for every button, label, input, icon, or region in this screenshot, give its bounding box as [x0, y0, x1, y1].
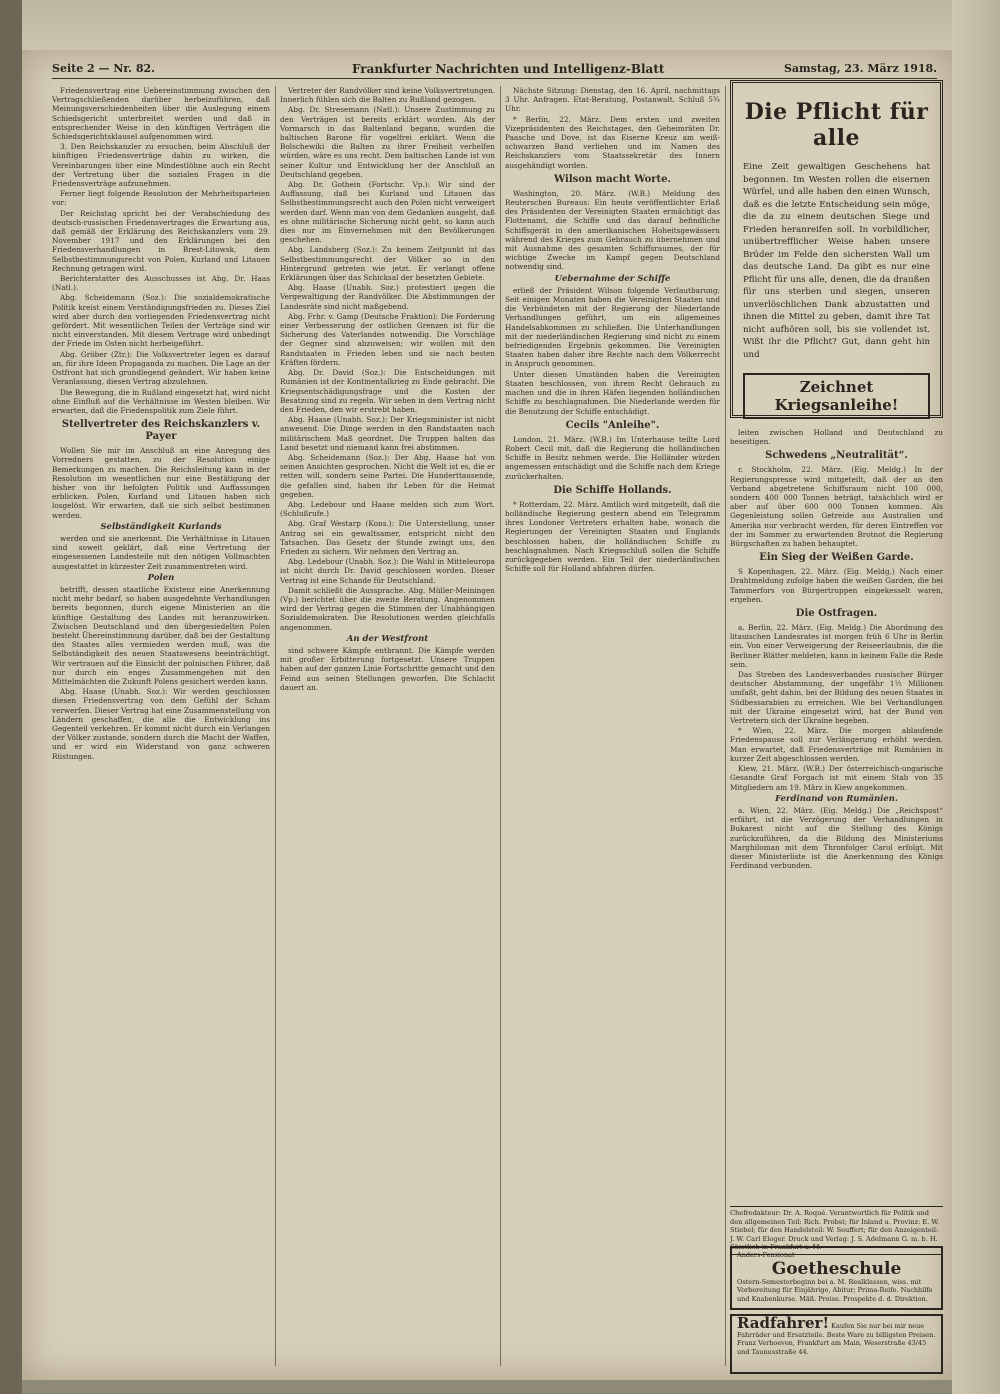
school-advert	[730, 1246, 943, 1310]
article-paragraph: * Berlin, 22. März. Dem ersten und zweiten Vizepräsidenten des Reichstages, den Geheimräten Dr. Paasche und Dove, ist das Eiserne Kreuz am weiß-schwarzen Band verliehen und im Namen des Reichskanzlers vom Staatssekretär des Innern ausgehändigt worden.	[505, 114, 720, 170]
article-paragraph: Abg. Gröber (Ztr.): Die Volksvertreter legen es darauf an, für ihre Ideen Propaganda zu machen. Die Lage an der Ostfront hat sich grundlegend geändert. Wir haben keine Veranlassung, diesen Vertrag abzulehnen.	[52, 349, 270, 387]
school-text: Ostern-Semesterbeginn bei a. M. Realklassen, wiss. mit Vorbereitung für Einjährige, Abitur; Prima-Reife. Nachhilfe und Knabenkurse. Mäß. Preise. Prospekte d. d. Direktion.	[737, 1277, 933, 1303]
article-paragraph: Der Reichstag spricht bei der Verabschiedung des deutsch-russischen Friedensvertrages die Erwartung aus, daß gemäß der Erklärung des Reichskanzlers vom 29. November 1917 und den Erklärungen bei den Friedensverhandlungen in Brest-Litowsk, dem Selbstbestimmungsrecht von Polen, Kurland und Litauen Rechnung getragen wird.	[52, 208, 270, 273]
article-paragraph: Abg. Frhr. v. Gamp (Deutsche Fraktion): Die Forderung einer Verbesserung der ostlichen Grenzen ist für die Sicherung des Vaterlandes notwendig. Die Vorschläge der Gegner sind abzuweisen; wir wollen mit den Randstaaten in Frieden leben und sie nach besten Kräften fördern.	[280, 311, 495, 367]
war-bond-advert	[730, 80, 943, 418]
article-paragraph: erließ der Präsident Wilson folgende Verlautbarung: Seit einigen Monaten haben die Vereinigten Staaten und die Verbündeten mit der Regierung der Niederlande Verhandlungen geführt, um ein allgemeines Handelsabkommen zu schließen. Die Unterhandlungen mit der niederländischen Regierung sind nicht zu einem befriedigenden Ergebnis gekommen. Die Vereinigten Staaten haben daher ihre Rechte nach dem Völkerrecht in Anspruch genommen.	[505, 285, 720, 369]
bicycle-advert-text: Kaufen Sie nur bei mir neue Fahrräder und Ersatzteile. Beste Ware zu billigsten Preisen. Franz Verhoeven, Frankfurt am Main, Weserstraße 43/45 und Taunusstraße 44.	[737, 1322, 936, 1356]
column-rule	[275, 86, 276, 1366]
article-paragraph: Abg. Haase (Unabh. Soz.): Der Kriegsminister ist nicht anwesend. Die Dinge werden in den Randstaaten nach militärischem Maß geordnet. Die Truppen halten das Land besetzt und niemand kann frei abstimmen.	[280, 415, 495, 452]
article-paragraph: a. Berlin, 22. März. (Eig. Meldg.) Die Abordnung des litauischen Landesrates ist morgen früh 6 Uhr in Berlin ein. Von einer Verweigerung der Reiseerlaubnis, die die Berliner Blätter meldeten, kann in keinem Falle die Rede sein.	[730, 623, 943, 669]
article-paragraph: 3. Den Reichskanzler zu ersuchen, beim Abschluß der künftigen Friedensverträge dahin zu wirken, die Vereinbarungen über eine Mindestlöhne auch ein Recht der Vertretung über die sozialen Fragen in die Friedensverträge aufzunehmen.	[52, 142, 270, 189]
article-paragraph: Damit schließt die Aussprache. Abg. Müller-Meiningen (Vp.) berichtet über die zweite Beratung. Angenommen wird der Vertrag gegen die Stimmen der Unabhängigen Sozialdemokraten. Die Resolutionen werden gleichfalls angenommen.	[280, 585, 495, 632]
article-paragraph: Kiew, 21. März. (W.B.) Der österreichisch-ungarische Gesandte Graf Forgach ist mit einem Stab von 35 Mitgliedern am 19. März in Kiew angekommen.	[730, 764, 943, 792]
advert-call-to-action: Zeichnet Kriegsanleihe!	[743, 373, 930, 419]
masthead-title: Frankfurter Nachrichten und Intelligenz-Blatt	[352, 62, 665, 76]
column-4	[730, 428, 943, 1198]
subheading: Uebernahme der Schiffe	[554, 273, 671, 284]
article-paragraph: r. Stockholm, 22. März. (Eig. Meldg.) In der Regierungspresse wird mitgeteilt, daß der an den Verband abgetretene Schiffsraum nicht 100 000, sondern 400 000 Tonnen beträgt, tatsächlich wird er aber auf über 600 000 Tonnen kommen. Als Gegenleistung sollen Getreide aus Australien und Amerika nur verbracht werden, für deren Eintreffen vor der im Sommer zu erwartenden Brotnot die Regierung Bürgschaften zu haben behauptet.	[730, 465, 943, 549]
scan-top-margin	[0, 0, 1000, 50]
article-paragraph: Abg. Graf Westarp (Kons.): Die Unterstellung, unser Antrag sei ein gewaltsamer, entspricht nicht den Tatsachen. Das Gesetz der Stunde zwingt uns, den Frieden zu sichern. Wir nehmen den Vertrag an.	[280, 519, 495, 556]
subheading: Polen	[147, 572, 175, 583]
section-heading: Stellvertreter des Reichskanzlers v. Payer	[61, 419, 261, 443]
page-header	[52, 60, 937, 79]
advert-body: Eine Zeit gewaltigen Geschehens hat begonnen. Im Westen rollen die eisernen Würfel, und alle haben den einen Wunsch, daß es die letzte Entscheidung sein möge, die da zu einem deutschen Siege und Frieden heranreifen soll. In vorbildlicher, unübertrefflicher Weise haben unsere Brüder im Felde den sichersten Wall um das deutsche Land. Da gibt es nur eine Pflicht für uns alle, denen, die da draußen für uns sterben und siegen, unseren unverlöschlichen Dank abzustatten und ihnen die Mittel zu geben, damit ihre Tat nicht aufhören soll, bis sie vollendet ist. Wißt ihr die Pflicht? Gut, dann geht hin und	[743, 162, 930, 360]
article-paragraph: Unter diesen Umständen haben die Vereinigten Staaten beschlossen, von ihrem Recht Gebrauch zu machen und die in ihren Häfen liegenden holländischen Schiffe zu beschlagnahmen. Die Niederlande werden für die Benutzung der Schiffe entschädigt.	[505, 369, 720, 416]
school-label: Anders-Pensionat	[737, 1251, 795, 1259]
section-heading: Schwedens „Neutralität“.	[765, 450, 908, 462]
column-rule	[725, 86, 726, 1366]
article-paragraph: Abg. Dr. Gothein (Fortschr. Vp.): Wir sind der Auffassung, daß bei Kurland und Litauen das Selbstbestimmungsrecht auch den Polen nicht verweigert werden darf. Wenn man von dem Gedanken ausgeht, daß es ohne militärische Sicherung nicht geht, so kann auch dies nur im Einvernehmen mit den Bevölkerungen geschehen.	[280, 180, 495, 245]
school-name: Goetheschule	[771, 1258, 902, 1279]
article-paragraph: Wollen Sie mir im Anschluß an eine Anregung des Vorredners gestatten, zu der Resolution einige Bemerkungen zu machen. Die Reichsleitung kann in der Resolution im wesentlichen nur eine Bestätigung der bisher von ihr befolgten Politik und Auffassungen erblicken. Polen, Kurland und Litauen haben sich losgelöst. Wir erwarten, daß sie sich selbst bestimmen werden.	[52, 446, 270, 520]
subheading: Ferdinand von Rumänien.	[775, 793, 898, 804]
article-paragraph: Washington, 20. März. (W.B.) Meldung des Reuterschen Bureaus: Ein heute veröffentlichter Erlaß des Präsidenten der Vereinigten Staaten ermächtigt das Flottenamt, die Schiffe und das darauf befindliche Schiffsgerät in den amerikanischen Hoheitsgewässern während des Krieges zum Gebrauch zu übernehmen und mit Ausnahme des gesamten Schiffsraumes, der für wichtige Zwecke im Kampf gegen Deutschland notwendig sind.	[505, 188, 720, 272]
article-paragraph: Nächste Sitzung: Dienstag, den 16. April, nachmittags 3 Uhr. Anfragen. Etat-Beratung, Postanwalt. Schluß 5¾ Uhr.	[505, 86, 720, 114]
article-paragraph: Abg. Ledebour und Haase melden sich zum Wort. (Schlußrufe.)	[280, 499, 495, 519]
article-paragraph: sind schwere Kämpfe entbrannt. Die Kämpfe werden mit großer Erbitterung fortgesetzt. Unsere Truppen haben auf der ganzen Linie Fortschritte gemacht und den Feind aus seinen Stellungen geworfen. Die Schlacht dauert an.	[280, 645, 495, 692]
column-3	[505, 86, 720, 1376]
section-heading: Ein Sieg der Weißen Garde.	[759, 552, 914, 564]
newspaper-page	[22, 50, 952, 1380]
article-paragraph: betrifft, dessen staatliche Existenz eine Anerkennung nicht mehr bedarf, so haben ausgedehnte Verhandlungen bereits begonnen, durch eigene Ministerien an die künftige Gestaltung des Landes mit heranzuwirken. Zwischen Deutschland und den übergesiedelten Polen besteht Übereinstimmung darüber, daß bei der Gestaltung des Staates alles vermieden werden muß, was die Selbständigkeit des neuen Staatswesens beeinträchtigt. Wir vertrauen auf die Einsicht der polnischen Führer, daß nur durch ein enges Zusammengehen mit den Mittelmächten die Zukunft Polens gesichert werden kann.	[52, 584, 270, 686]
column-1	[52, 86, 270, 1376]
scan-left-margin	[0, 0, 22, 1394]
section-heading: Die Schiffe Hollands.	[553, 484, 672, 496]
imprint: Chefredakteur: Dr. A. Roqué. Verantwortlich für Politik und den allgemeinen Teil: Rich. Probst; für Inland u. Provinz: E. W. Stiebel; für den Handelsteil: W. Seuffert; für den Anzeigenteil: J. W. Carl Eloger. Druck und Verlag: J. S. Adelmann G. m. b. H. Sämtlich in Frankfurt a. M.	[730, 1206, 943, 1255]
column-rule	[500, 86, 501, 1366]
article-paragraph: a. Wien, 22. März. (Eig. Meldg.) Die „Reichspost“ erfährt, ist die Verzögerung der Verhandlungen in Bukarest nicht auf die Stellung des Königs zurückzuführen, da die Bildung des Ministeriums Marghiloman mit dem Thronfolger Carol erfolgt. Mit dieser Ministerliste ist die Anerkennung des Königs Ferdinand verbunden.	[730, 805, 943, 871]
article-paragraph: leiten zwischen Holland und Deutschland zu beseitigen.	[730, 428, 943, 447]
article-paragraph: Abg. Scheidemann (Soz.): Der Abg. Haase hat von seinen Ansichten gesprochen. Nicht die Welt ist es, die er retten will, sondern seine Partei. Die Hunderttausende, die gefallen sind, haben ihr Leben für die Heimat gegeben.	[280, 452, 495, 499]
page-number: Seite 2 — Nr. 82.	[52, 62, 155, 75]
article-paragraph: * Rotterdam, 22. März. Amtlich wird mitgeteilt, daß die holländische Regierung gestern abend ein Telegramm ihres Londoner Vertreters erhalten habe, wonach die Regierungen der Vereinigten Staaten und Englands beschlossen haben, die holländischen Schiffe zu beschlagnahmen. Nach Kriegsschluß sollen die Schiffe zurückgegeben werden. Ein Teil der niederländischen Schiffe soll für Holland abfahren dürfen.	[505, 499, 720, 574]
scan-right-margin	[952, 0, 1000, 1394]
issue-date: Samstag, 23. März 1918.	[783, 62, 937, 75]
article-paragraph: Abg. Ledebour (Unabh. Soz.): Die Wahl in Mitteleuropa ist nicht durch Dr. David geschlossen worden. Dieser Vertrag ist eine Schande für Deutschland.	[280, 557, 495, 585]
article-paragraph: * Wien, 22. März. Die morgen ablaufende Friedenspause soll zur Verlängerung erhöht werden. Man erwartet, daß Friedensverträge mit Rumänien in kurzer Zeit abgeschlossen werden.	[730, 726, 943, 763]
subheading: An der Westfront	[346, 633, 429, 644]
bicycle-advert-title: Radfahrer!	[737, 1314, 830, 1332]
bicycle-advert	[730, 1314, 943, 1374]
section-heading: Cecils "Anleihe".	[565, 419, 660, 431]
article-paragraph: Abg. Landsberg (Soz.): Zu keinem Zeitpunkt ist das Selbstbestimmungsrecht der Völker so in den Hintergrund getreten wie jetzt. Er verlangt offene Erklärungen über das Schicksal der besetzten Gebiete.	[280, 245, 495, 283]
article-paragraph: Abg. Haase (Unabh. Soz.) protestiert gegen die Vergewaltigung der Randvölker. Die Abstimmungen der Landesräte sind nicht maßgebend.	[280, 283, 495, 311]
article-paragraph: werden und sie anerkennt. Die Verhältnisse in Litauen sind soweit geklärt, daß eine Vertretung der eingesessenen Landesteile mit den nötigen Vollmachten ausgestattet in kürzester Zeit zusammentreten wird.	[52, 533, 270, 571]
section-heading: Wilson macht Worte.	[553, 173, 672, 185]
article-paragraph: S Kopenhagen, 22. März. (Eig. Meldg.) Nach einer Drahtmeldung zufolge haben die weißen Garden, die bei Tammerfors von Bürgertruppen eingekesselt waren, ergeben.	[730, 567, 943, 604]
article-paragraph: Abg. Dr. Stresemann (Natl.): Unsere Zustimmung zu den Verträgen ist bereits erklärt worden. Als der Vormarsch in das Baltenland begann, wurden die baltischen Barone für vogelfrei erklärt. Wenn die Bolschewiki die Balten zu ihrer Freiheit verhelfen würden, wäre es uns recht. Dem baltischen Lande ist von seiner Kultur und Entwicklung her der Anschluß an Deutschland gegeben.	[280, 105, 495, 179]
article-paragraph: Vertreter der Randvölker sind keine Volksvertretungen. Innerlich fühlen sich die Balten zu Rußland gezogen.	[280, 86, 495, 105]
article-paragraph: Friedensvertrag eine Uebereinstimmung zwischen den Vertragschließenden darüber herbeizuführen, daß Meinungsverschiedenheiten über die Auslegung einem Schiedsgericht unterbreitet werden und daß in entsprechender Weise in den künftigen Verträgen die Schiedsgerichtsklausel aufgenommen wird.	[52, 86, 270, 142]
article-paragraph: Das Streben des Landesverbandes russischer Bürger deutscher Abstammung, der ungefähr 1½ Millionen umfaßt, geht dahin, bei der Bildung des neuen Staates in Südbessarabien zu erreichen. Wie bei Verhandlungen mit der Ukraine eingesetzt wird, hat der Bund von Vertretern sich der Ukraine begeben.	[730, 670, 943, 726]
article-paragraph: Die Bewegung, die in Rußland eingesetzt hat, wird nicht ohne Einfluß auf die Verhältnisse im Westen bleiben. Wir erwarten, daß die Friedenspolitik zum Ziele führt.	[52, 387, 270, 415]
article-paragraph: Ferner liegt folgende Resolution der Mehrheitsparteien vor:	[52, 189, 270, 208]
advert-title: Die Pflicht für alle	[744, 99, 929, 151]
article-paragraph: Abg. Scheidemann (Soz.): Die sozialdemokratische Politik kreist einem Verständigungsfrieden zu. Dieses Ziel wird aber durch den vorliegenden Friedensvertrag nicht gefördert. Mit wesentlichen Teilen der Verträge sind wir nicht einverstanden. Mit diesem Vertrage wird unbedingt der Friede im Osten nicht herbeigeführt.	[52, 293, 270, 349]
article-paragraph: Abg. Dr. David (Soz.): Die Entscheidungen mit Rumänien ist der Kontinentalkrieg zu Ende gebracht. Die Kriegsentschädigungsfrage und die Kosten der Besatzung sind zu regeln. Wir sehen in dem Vertrag nicht den Frieden, den wir erstrebt haben.	[280, 368, 495, 414]
section-heading: Die Ostfragen.	[795, 608, 878, 620]
column-2	[280, 86, 495, 1376]
subheading: Selbständigkeit Kurlands	[100, 521, 222, 532]
article-paragraph: London, 21. März. (W.B.) Im Unterhause teilte Lord Robert Cecil mit, daß die Regierung die holländischen Schiffe in Besitz nehmen werde. Die Holländer würden angemessen entschädigt und die Schiffe nach dem Kriege zurückerhalten.	[505, 434, 720, 481]
article-paragraph: Abg. Haase (Unabh. Soz.): Wir werden geschlossen diesen Friedensvertrag von dem Gefühl der Scham verwerfen. Dieser Vertrag hat eine Zusammenstellung von Ländern geschaffen, die alle die Entwicklung ins Gegenteil verkehren. Er kommt nicht durch ein Verlangen der Völker zustande, sondern durch die Macht der Waffen, und er wird ein Widerstand von ganz schweren Rüstungen.	[52, 687, 270, 761]
article-paragraph: Berichterstatter des Ausschusses ist Abg. Dr. Haas (Natl.).	[52, 274, 270, 293]
